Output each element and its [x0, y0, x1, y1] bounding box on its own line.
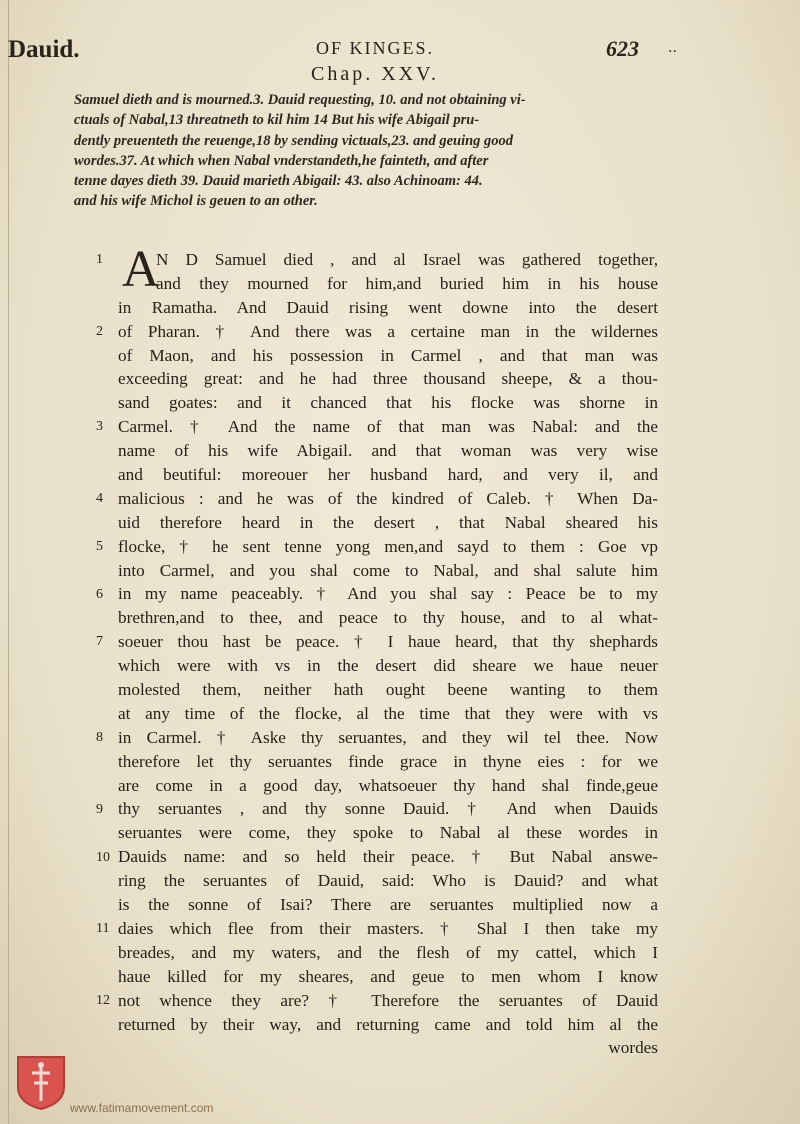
argument-line: Samuel dieth and is mourned.3. Dauid requesting, 10. and not obtaining vi- [74, 92, 526, 108]
text-line: Dauids name: and so held their peace. † But Nabal answe- [118, 847, 658, 867]
verse-number: 8 [96, 730, 103, 745]
text-line: N D Samuel died , and al Israel was gathered together, [156, 250, 658, 269]
fatima-movement-logo-icon [14, 1053, 68, 1111]
text-line: ring the seruantes of Dauid, said: Who is Dauid? and what [118, 871, 658, 891]
text-line: breades, and my waters, and the flesh of my cattel, which I [118, 942, 658, 962]
text-line: name of his wife Abigail. and that woman was very wise [118, 441, 658, 461]
argument-line: tenne dayes dieth 39. Dauid marieth Abigail: 43. also Achinoam: 44. [74, 173, 483, 190]
argument-line: wordes.37. At which when Nabal vnderstandeth,he fainteth, and after [74, 152, 489, 169]
running-header [0, 30, 800, 64]
text-line: haue killed for my sheares, and geue to men whom I know [118, 966, 658, 986]
chapter-heading: Chap. XXV. [311, 63, 439, 85]
text-line: exceeding great: and he had three thousand sheepe, & a thou- [118, 369, 658, 389]
text-line: uid therefore heard in the desert , that Nabal sheared his [118, 512, 658, 532]
text-line: flocke, † he sent tenne yong men,and sayd to them : Goe vp [118, 536, 658, 556]
text-line: and beutiful: moreouer her husband hard, and very il, and [118, 465, 658, 485]
text-line: is the sonne of Isai? There are seruantes multiplied now a [118, 895, 658, 915]
text-line: malicious : and he was of the kindred of Caleb. † When Da- [118, 488, 658, 508]
footer-url: www.fatimamovement.com [70, 1101, 214, 1115]
header-section-title: OF KINGES. [315, 38, 434, 58]
verse-number: 3 [96, 419, 103, 435]
text-line: which were with vs in the desert did sheare we haue neuer [118, 656, 658, 676]
text-line: not whence they are? † Therefore the seruantes of Dauid [118, 990, 658, 1010]
text-line: therefore let thy seruantes finde grace in thyne eies : for we [118, 751, 658, 771]
verse-number: 12 [96, 992, 110, 1008]
text-line: in Carmel. † Aske thy seruantes, and they wil tel thee. Now [118, 727, 658, 747]
verse-number: 10 [96, 849, 110, 865]
text-line: molested them, neither hath ought beene wanting to them [118, 680, 658, 700]
verse-number: 6 [96, 586, 103, 602]
text-line: are come in a good day, whatsoeuer thy hand shal finde,geue [118, 775, 658, 795]
verse-number: 5 [96, 538, 103, 554]
chapter-argument [74, 90, 674, 212]
text-line: wordes [608, 1038, 658, 1058]
argument-line: and his wife Michol is geuen to an other. [74, 193, 318, 210]
verse-number: 9 [96, 801, 103, 817]
text-line: sand goates: and it chanced that his flocke was shorne in [118, 393, 658, 413]
page-gutter-line [8, 0, 9, 1124]
text-line: daies which flee from their masters. † Shal I then take my [118, 918, 658, 938]
drop-cap: A [122, 241, 160, 298]
text-line: brethren,and to thee, and peace to thy house, and to al what- [118, 608, 658, 628]
text-line: returned by their way, and returning came and told him al the [118, 1014, 658, 1034]
text-line: seruantes were come, they spoke to Nabal al these wordes in [118, 823, 658, 843]
page-number: 623 [606, 36, 639, 61]
verse-number: 11 [96, 921, 110, 937]
verse-number: 7 [96, 634, 103, 650]
text-line: in my name peaceably. † And you shal say : Peace be to my [118, 584, 658, 604]
text-line: at any time of the flocke, al the time that they were with vs [118, 703, 658, 723]
text-line: of Maon, and his possession in Carmel , and that man was [118, 345, 658, 365]
text-line: soeuer thou hast be peace. † I haue heard, that thy shephards [118, 632, 658, 652]
header-corner-mark: .. [668, 40, 677, 56]
verse-number: 2 [96, 323, 103, 339]
argument-line: ctuals of Nabal,13 threatneth to kil him 14 But his wife Abigail pru- [74, 112, 480, 129]
argument-line: dently preuenteth the reuenge,18 by sending victuals,23. and geuing good [74, 132, 514, 149]
text-line: Carmel. † And the name of that man was Nabal: and the [118, 417, 658, 437]
text-line: and they mourned for him,and buried him in his house [156, 273, 658, 293]
chapter-body-text [118, 248, 658, 1060]
verse-number: 4 [96, 491, 103, 506]
text-line: of Pharan. † And there was a certaine man in the wildernes [118, 321, 658, 341]
text-line: in Ramatha. And Dauid rising went downe into the desert [118, 297, 658, 317]
verse-number: 1 [96, 252, 103, 267]
header-book-title: Dauid. [8, 36, 80, 63]
text-line: into Carmel, and you shal come to Nabal, and shal salute him [118, 560, 658, 580]
text-line: thy seruantes , and thy sonne Dauid. † And when Dauids [118, 799, 658, 819]
